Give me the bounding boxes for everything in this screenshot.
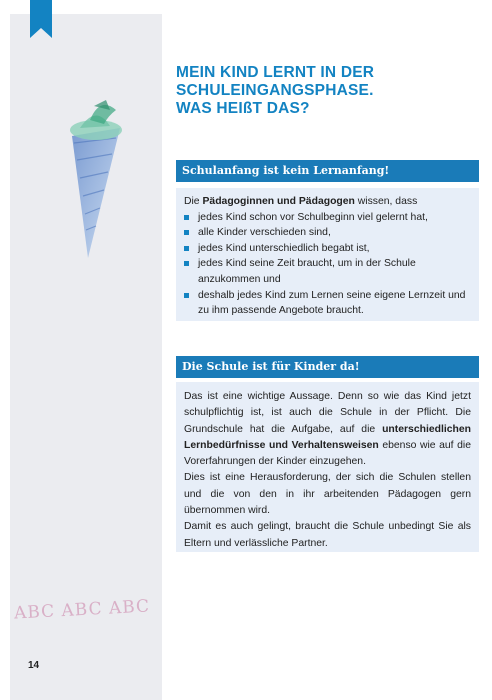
list-item: jedes Kind seine Zeit braucht, um in der Schule anzukommen und — [184, 256, 471, 287]
section-intro: Die Pädagoginnen und Pädagogen wissen, dass — [184, 196, 418, 207]
emphasis-text: Pädagoginnen und Pädagogen — [202, 196, 355, 207]
title-line: MEIN KIND LERNT IN DER — [176, 64, 375, 81]
section-body-school-start — [176, 188, 479, 321]
list-item: alle Kinder verschieden sind, — [184, 225, 471, 241]
section-heading-school-for-children: Die Schule ist für Kinder da! — [176, 356, 479, 378]
page-title — [176, 64, 476, 118]
bookmark-icon — [30, 0, 52, 38]
school-cone-drawing — [50, 98, 140, 268]
title-line: SCHULEINGANGSPHASE. — [176, 82, 374, 99]
list-item: deshalb jedes Kind zum Lernen seine eigene Lernzeit und zu ihm passende Angebote braucht. — [184, 288, 471, 319]
section-body-school-for-children — [176, 382, 479, 552]
emphasis-text: unterschiedlichen Lernbedürfnisse und Verhaltensweisen — [184, 423, 471, 451]
list-item: jedes Kind schon vor Schulbeginn viel gelernt hat, — [184, 210, 471, 226]
paragraph: Damit es auch gelingt, braucht die Schule unbedingt Sie als Eltern und verlässliche Partner. — [184, 521, 471, 549]
paragraph: Dies ist eine Herausforderung, der sich die Schulen stellen und die von den in ihr arbeitenden Pädagogen gern übernommen wird. — [184, 472, 471, 517]
paragraph: Das ist eine wichtige Aussage. Denn so wie das Kind jetzt schulpflichtig ist, ist auch die Schule in der Pflicht. Die Grundschule hat die Aufgabe, auf die unterschiedlichen Lernbedürfnisse und Verhaltensweisen ebenso wie auf die Vorerfahrungen der Kinder einzugehen. — [184, 391, 471, 468]
bullet-list — [184, 210, 471, 319]
section-heading-school-start: Schulanfang ist kein Lernanfang! — [176, 160, 479, 182]
page-number: 14 — [28, 660, 40, 671]
list-item: jedes Kind unterschiedlich begabt ist, — [184, 241, 471, 257]
handwriting-abc: ABC ABC ABC — [13, 596, 151, 624]
title-line: WAS HEIßT DAS? — [176, 100, 310, 117]
